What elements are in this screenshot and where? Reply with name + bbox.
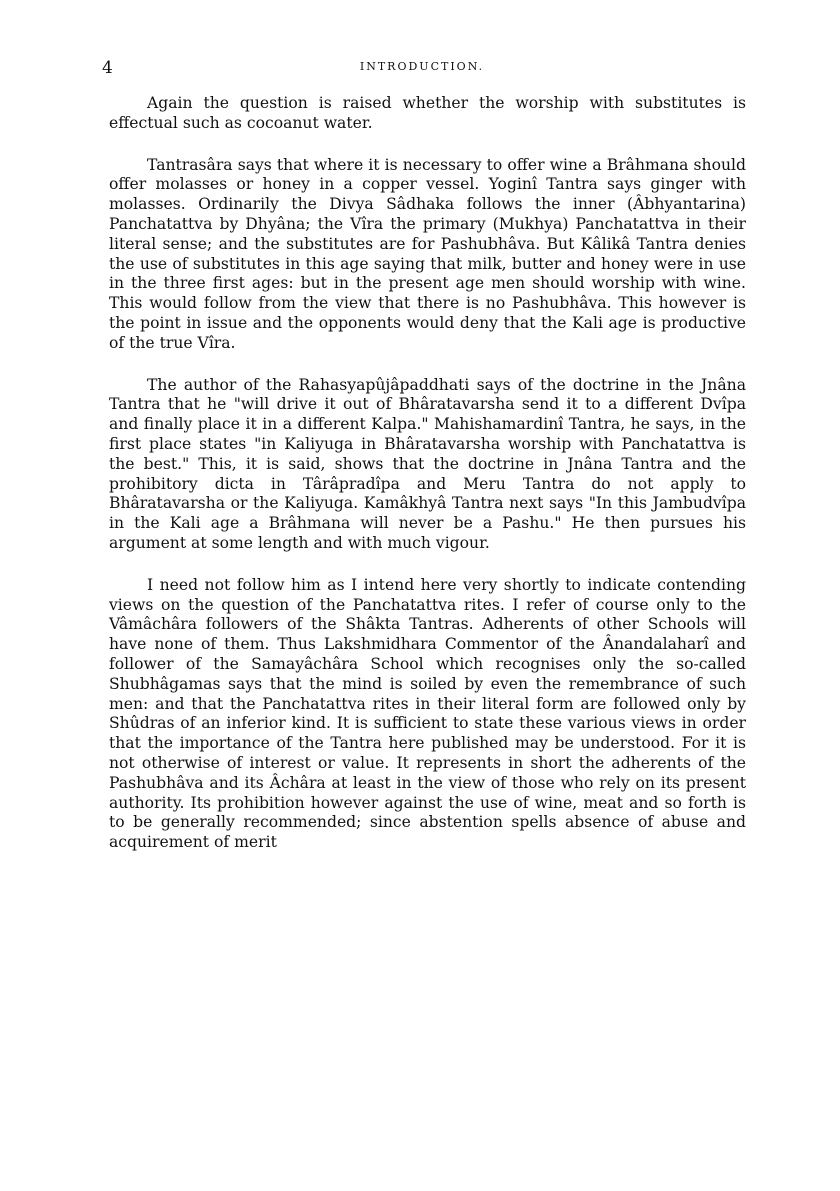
page-header	[102, 58, 742, 78]
paragraph-contending-views: I need not follow him as I intend here very shortly to indicate contending views on the question of the Panchatattva rites. I refer of course only to the Vâmâchâra followers of the Shâkta Tantras. Adherents of other Schools will have none of them. Thus Lakshmidhara Commentor of the Ânandalaharî and follower of the Samayâchâra School which recognises only the so-called Shubhâgamas says that the mind is soiled by even the remembrance of such men: and that the Panchatattva rites in their literal form are followed only by Shûdras of an inferior kind. It is sufficient to state these various views in order that the importance of the Tantra here published may be understood. For it is not otherwise of interest or value. It represents in short the adherents of the Pashubhâva and its Âchâra at least in the view of those who rely on its present authority. Its prohibition however against the use of wine, meat and so forth is to be generally recommended; since abstention spells absence of abuse and acquirement of merit	[109, 575, 746, 852]
paragraph-tantrasara: Tantrasâra says that where it is necessary to offer wine a Brâhmana should offer molasses or honey in a copper vessel. Yoginî Tantra says ginger with molasses. Ordinarily the Divya Sâdhaka follows the inner (Âbhyantarina) Panchatattva by Dhyâna; the Vîra the primary (Mukhya) Panchatattva in their literal sense; and the substitutes are for Pashubhâva. But Kâlikâ Tantra denies the use of substitutes in this age saying that milk, butter and honey were in use in the three first ages: but in the present age men should worship with wine. This would follow from the view that there is no Pashubhâva. This however is the point in issue and the opponents would deny that the Kali age is productive of the true Vîra.	[109, 155, 746, 352]
page-number: 4	[102, 58, 113, 78]
paragraph-rahasyapujapaddhati: The author of the Rahasyapûjâpaddhati says of the doctrine in the Jnâna Tantra that he "will drive it out of Bhâratavarsha send it to a different Dvîpa and finally place it in a different Kalpa." Mahishamardinî Tantra, he says, in the first place states "in Kaliyuga in Bhâratavarsha worship with Panchatattva is the best." This, it is said, shows that the doctrine in Jnâna Tantra and the prohibitory dicta in Târâpradîpa and Meru Tantra do not apply to Bhâratavarsha or the Kaliyuga. Kamâkhyâ Tantra next says "In this Jambudvîpa in the Kali age a Brâhmana will never be a Pashu." He then pursues his argument at some length and with much vigour.	[109, 375, 746, 552]
body-text	[109, 94, 746, 853]
paragraph-substitutes-question: Again the question is raised whether the worship with substitutes is effectual such as cocoanut water.	[109, 94, 746, 132]
running-head: INTRODUCTION.	[359, 60, 485, 73]
